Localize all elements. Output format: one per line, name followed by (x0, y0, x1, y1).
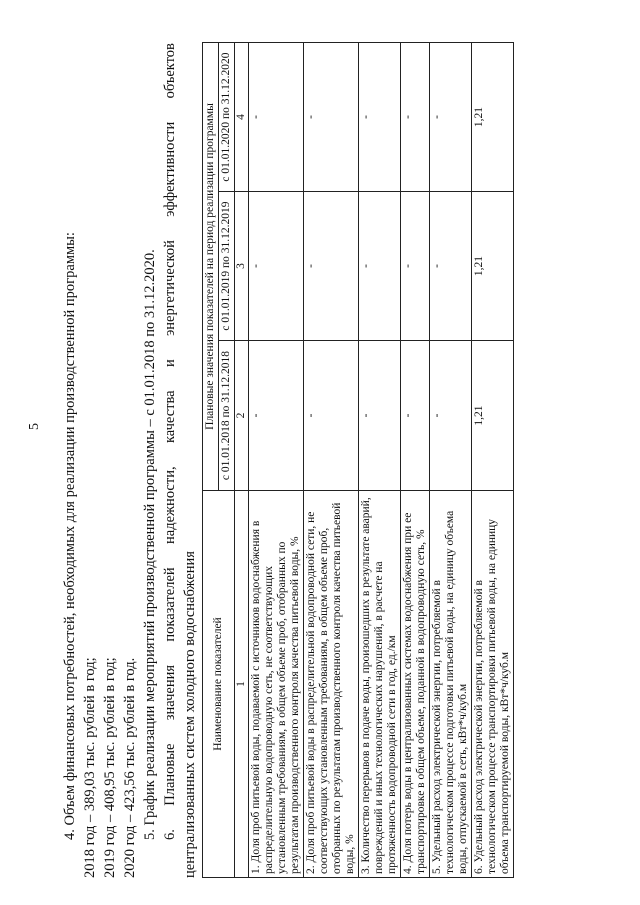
section6-word: энергетической (162, 240, 178, 336)
rotated-content (60, 43, 600, 878)
indicator-name: 2. Доля проб питьевой воды в распределительной водопроводной сети, не соответствующих установленным требованиям, в общем объеме проб, отобранных по результатам производственного контроля качества питьевой воды, % (304, 491, 359, 878)
budget-line-2018: 2018 год – 389,03 тыс. рублей в год; (82, 657, 98, 878)
period-header: с 01.01.2018 по 31.12.2018 (219, 341, 235, 491)
indicator-value: - (304, 192, 359, 341)
indicator-value: - (430, 341, 472, 491)
col-name-header: Наименование показателей (203, 491, 235, 878)
section6-word: качества (162, 390, 178, 444)
indicator-value: - (401, 341, 430, 491)
budget-line-2020: 2020 год – 423,56 тыс. рублей в год. (122, 657, 138, 878)
indicator-name: 3. Количество перерывов в подаче воды, произошедших в результате аварий, повреждений и иных технологических нарушений, в расчете на протяженность водопроводной сети в год, ед./км (359, 491, 401, 878)
indicator-value: 1,21 (472, 341, 514, 491)
section5-text: 5. График реализации мероприятий производственной программы – с 01.01.2018 по 31.12.2020. (142, 249, 158, 840)
table-row (304, 43, 359, 878)
table-row (401, 43, 430, 878)
section6-word: эффективности (162, 121, 178, 217)
indicator-name: 5. Удельный расход электрической энергии, потребляемой в технологическом процессе подготовки питьевой воды, на единицу объема воды, отпускаемой в сеть, кВт*ч/куб.м (430, 491, 472, 878)
indicator-value: - (401, 192, 430, 341)
section6-word: показателей (162, 567, 178, 642)
group-header: Плановые значения показателей на период реализации программы (203, 43, 219, 491)
table-row (249, 43, 304, 878)
indicator-value: - (249, 43, 304, 192)
section6-word: объектов (162, 43, 178, 99)
period-header: с 01.01.2020 по 31.12.2020 (219, 43, 235, 192)
section6-word: 6. (162, 829, 178, 840)
table-row (359, 43, 401, 878)
indicator-value: - (430, 192, 472, 341)
column-number: 3 (235, 192, 249, 341)
indicator-value: - (304, 341, 359, 491)
indicator-value: - (249, 341, 304, 491)
section6-word: надежности, (162, 466, 178, 544)
indicator-name: 6. Удельный расход электрической энергии, потребляемой в технологическом процессе транспортировки питьевой воды, на единицу объема транспортируемой воды, кВт*ч/куб.м (472, 491, 514, 878)
indicator-name: 4. Доля потерь воды в централизованных системах водоснабжения при ее транспортировке в общем объеме, поданной в водопроводную сеть, % (401, 491, 430, 878)
indicator-value: - (359, 43, 401, 192)
indicator-name: 1. Доля проб питьевой воды, подаваемой с источников водоснабжения в распределительную водопроводную сеть, не соответствующих установленным требованиям, в общем объеме проб, отобранных по результатам производственного контроля качества питьевой воды, % (249, 491, 304, 878)
indicator-value: 1,21 (472, 192, 514, 341)
section6-line1 (160, 43, 180, 878)
page-number: 5 (27, 423, 42, 430)
section6-word: и (162, 359, 178, 368)
table-row (472, 43, 514, 878)
indicator-value: 1,21 (472, 43, 514, 192)
indicator-value: - (304, 43, 359, 192)
section6-word: значения (162, 664, 178, 721)
section6-word: Плановые (162, 743, 178, 806)
column-number: 2 (235, 341, 249, 491)
indicator-value: - (359, 341, 401, 491)
column-number: 1 (235, 491, 249, 878)
section4-heading: 4. Объем финансовых потребностей, необходимых для реализации производственной программы: (62, 232, 78, 840)
indicators-table (202, 42, 514, 878)
section6-line2: централизованных систем холодного водоснабжения (182, 551, 198, 878)
table-header-row (203, 43, 219, 878)
column-number-row (235, 43, 249, 878)
indicator-value: - (249, 192, 304, 341)
column-number: 4 (235, 43, 249, 192)
table-row (430, 43, 472, 878)
budget-line-2019: 2019 год – 408,95 тыс. рублей в год; (102, 657, 118, 878)
indicator-value: - (430, 43, 472, 192)
period-header: с 01.01.2019 по 31.12.2019 (219, 192, 235, 341)
indicator-value: - (401, 43, 430, 192)
indicator-value: - (359, 192, 401, 341)
